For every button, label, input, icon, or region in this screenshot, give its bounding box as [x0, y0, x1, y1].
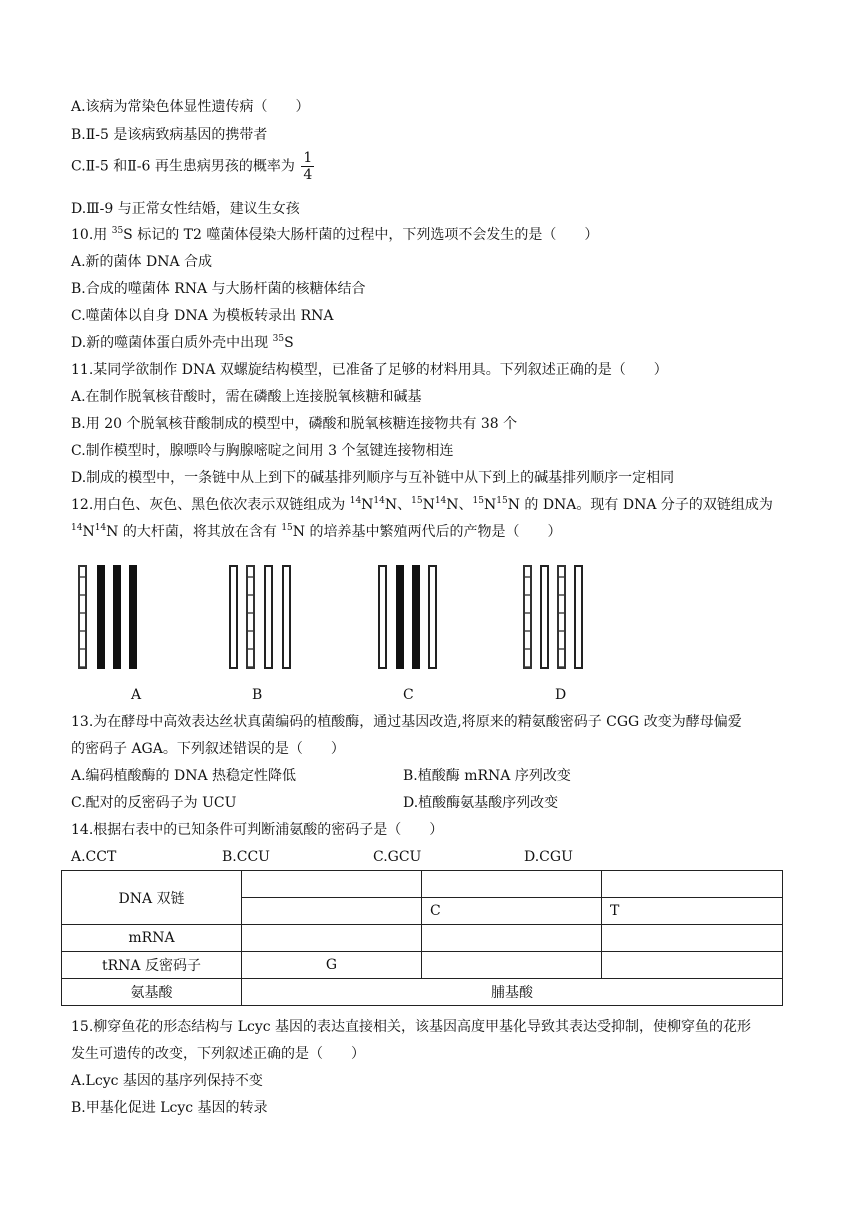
q12-sup: 15	[281, 523, 293, 533]
q10-stem-post: S 标记的 T2 噬菌体侵染大肠杆菌的过程中，下列选项不会发生的是（ ）	[123, 227, 599, 243]
dna-band-black	[113, 565, 121, 669]
q12-sup: 15	[411, 496, 423, 506]
q11-option-d: D.制成的模型中，一条链中从上到下的碱基排列顺序与互补链中从下到上的碱基排列顺序一定相同	[71, 470, 675, 486]
dna-band-white	[282, 565, 291, 669]
q11-option-c: C.制作模型时，腺嘌呤与胸腺嘧啶之间用 3 个氢键连接物相连	[71, 443, 454, 459]
table-row	[62, 925, 783, 952]
table-cell	[422, 871, 602, 898]
figure-label-b: B	[252, 687, 263, 703]
mrna-label-cell: mRNA	[62, 925, 242, 952]
q12-sup: 15	[472, 496, 484, 506]
dna-band-black	[97, 565, 105, 669]
q13-option-d: D.植酸酶氨基酸序列改变	[403, 795, 559, 811]
table-cell	[422, 952, 602, 979]
q13-option-c: C.配对的反密码子为 UCU	[71, 795, 237, 811]
q10-stem	[71, 226, 598, 244]
q12-text: N、	[446, 497, 473, 513]
q13-stem-line1: 13.为在酵母中高效表达丝状真菌编码的植酸酶，通过基因改造,将原来的精氨酸密码子 CGG 改变为酵母偏爱	[71, 714, 742, 730]
dna-c-cell: C	[422, 898, 602, 925]
q10-option-d-pre: D.新的噬菌体蛋白质外壳中出现	[71, 335, 273, 351]
q12-sup: 15	[496, 496, 508, 506]
fraction-denominator: 4	[303, 167, 313, 183]
q11-option-a: A.在制作脱氧核苷酸时，需在磷酸上连接脱氧核糖和碱基	[71, 389, 422, 405]
q13-stem-line2: 的密码子 AGA。下列叙述错误的是（ ）	[71, 741, 345, 757]
q9-option-d: D.Ⅲ-9 与正常女性结婚，建议生女孩	[71, 201, 300, 217]
dna-band-black	[396, 565, 404, 669]
q11-stem: 11.某同学欲制作 DNA 双螺旋结构模型，已准备了足够的材料用具。下列叙述正确的是（ ）	[71, 362, 668, 378]
table-cell	[242, 925, 422, 952]
q13-option-b: B.植酸酶 mRNA 序列改变	[403, 768, 571, 784]
q12-sup: 14	[349, 496, 362, 506]
q11-option-b: B.用 20 个脱氧核苷酸制成的模型中，磷酸和脱氧核糖连接物共有 38 个	[71, 416, 518, 432]
figure-label-d: D	[555, 687, 567, 703]
dna-band-grey	[557, 565, 566, 669]
q9-option-c-text: C.Ⅱ-5 和Ⅱ-6 再生患病男孩的概率为	[71, 158, 295, 175]
q10-option-a: A.新的菌体 DNA 合成	[71, 254, 213, 270]
q12-text: 12.用白色、灰色、黑色依次表示双链组成为	[71, 497, 350, 513]
q9-option-a: A.该病为常染色体显性遗传病（ ）	[71, 99, 310, 115]
fraction-numerator: 1	[303, 150, 313, 166]
dna-band-grey	[78, 565, 87, 669]
q14-option-b: B.CCU	[222, 849, 270, 865]
q13-option-a: A.编码植酸酶的 DNA 热稳定性降低	[71, 768, 297, 784]
q12-sup: 14	[434, 496, 447, 506]
dna-band-black	[412, 565, 420, 669]
dna-band-white	[574, 565, 583, 669]
amino-acid-label-cell: 氨基酸	[62, 979, 242, 1006]
q12-stem-line2	[71, 523, 561, 541]
table-row	[62, 979, 783, 1006]
q10-option-d-post: S	[284, 335, 294, 351]
table-cell	[242, 898, 422, 925]
q10-option-b: B.合成的噬菌体 RNA 与大肠杆菌的核糖体结合	[71, 281, 366, 297]
dna-t-cell: T	[602, 898, 783, 925]
fraction	[301, 150, 314, 183]
figure-label-a: A	[131, 687, 142, 703]
q10-option-d	[71, 334, 294, 352]
table-cell	[602, 925, 783, 952]
q12-text: N	[483, 497, 497, 513]
q12-text: N 的大杆菌，将其放在含有	[106, 524, 282, 540]
q14-option-d: D.CGU	[524, 849, 573, 865]
q14-option-a: A.CCT	[71, 849, 117, 865]
q10-stem-pre: 10.用	[71, 227, 112, 243]
q10-option-c: C.噬菌体以自身 DNA 为模板转录出 RNA	[71, 308, 334, 324]
dna-label-cell: DNA 双链	[62, 871, 242, 925]
table-cell	[242, 871, 422, 898]
codon-table	[61, 870, 783, 1006]
q10-option-d-sup: 35	[272, 334, 285, 344]
q15-option-a: A.Lcyc 基因的基序列保持不变	[71, 1073, 263, 1089]
q12-sup: 14	[71, 523, 83, 533]
dna-band-black	[129, 565, 137, 669]
q14-stem: 14.根据右表中的已知条件可判断浦氨酸的密码子是（ ）	[71, 822, 444, 838]
dna-band-white	[428, 565, 437, 669]
q14-option-c: C.GCU	[373, 849, 422, 865]
dna-band-grey	[523, 565, 532, 669]
table-cell	[422, 925, 602, 952]
q15-stem-line1: 15.柳穿鱼花的形态结构与 Lcyc 基因的表达直接相关，该基因高度甲基化导致其表达受抑制，使柳穿鱼的花形	[71, 1019, 752, 1035]
q12-stem-line1	[71, 496, 773, 514]
q12-text: N 的 DNA。现有 DNA 分子的双链组成为	[507, 497, 773, 513]
trna-g-cell: G	[242, 952, 422, 979]
q10-stem-sup: 35	[111, 226, 124, 236]
q15-option-b: B.甲基化促进 Lcyc 基因的转录	[71, 1100, 268, 1116]
dna-band-white	[540, 565, 549, 669]
q12-text: N	[422, 497, 435, 513]
amino-acid-value-cell: 脯基酸	[242, 979, 783, 1006]
dna-band-grey	[246, 565, 255, 669]
dna-band-white	[264, 565, 273, 669]
q15-stem-line2: 发生可遗传的改变，下列叙述正确的是（ ）	[71, 1046, 365, 1062]
trna-label-cell: tRNA 反密码子	[62, 952, 242, 979]
table-row	[62, 952, 783, 979]
figure-label-c: C	[403, 687, 414, 703]
q9-option-b: B.Ⅱ-5 是该病致病基因的携带者	[71, 127, 268, 143]
table-row	[62, 871, 783, 898]
q9-option-c	[71, 150, 314, 183]
dna-band-white	[378, 565, 387, 669]
q12-text: N、	[384, 497, 412, 513]
table-cell	[602, 871, 783, 898]
table-cell	[602, 952, 783, 979]
q12-sup: 14	[373, 496, 385, 506]
q12-text: N	[82, 524, 95, 540]
dna-band-white	[229, 565, 238, 669]
q12-text: N	[361, 497, 374, 513]
q12-text: N 的培养基中繁殖两代后的产物是（ ）	[292, 524, 562, 540]
q12-sup: 14	[94, 523, 107, 533]
